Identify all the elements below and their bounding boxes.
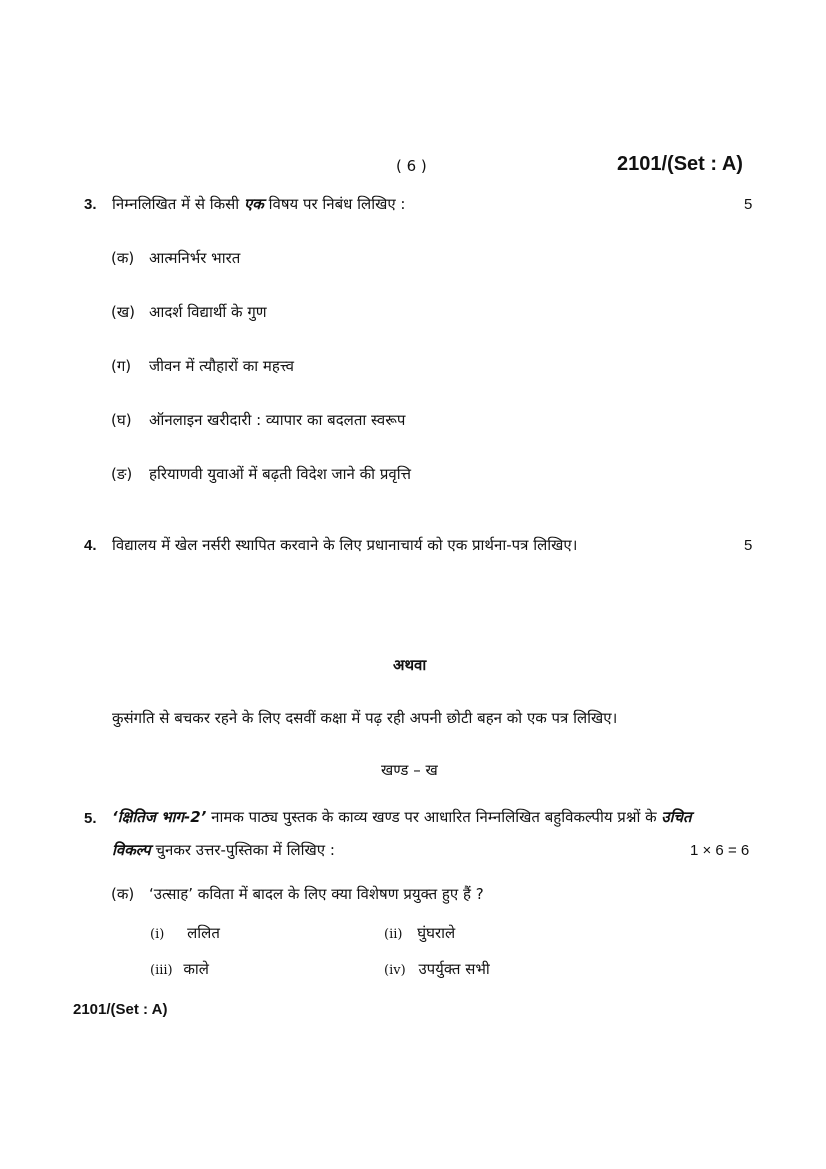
q3-option-label: (घ)	[111, 411, 132, 429]
q3-option	[111, 410, 405, 430]
q3-option	[111, 302, 267, 322]
q5-choice-text: ललित	[187, 924, 220, 942]
q3-option-text: आत्मनिर्भर भारत	[149, 249, 241, 267]
q3-number: 3.	[84, 196, 97, 213]
q5-marks: 1 × 6 = 6	[690, 842, 750, 859]
q3-option-label: (ख)	[111, 303, 135, 321]
q5-choice-text: काले	[183, 960, 209, 978]
q3-option-text: ऑनलाइन खरीदारी : व्यापार का बदलता स्वरूप	[149, 411, 406, 429]
q5-line1	[112, 807, 692, 827]
q5-line2	[112, 840, 335, 860]
q3-option	[111, 356, 294, 376]
q3-text-emph: एक	[243, 195, 264, 213]
q3-text-after: विषय पर निबंध लिखिए :	[268, 195, 406, 213]
q5-choice	[150, 923, 220, 943]
q5-emph-1: उचित	[661, 808, 692, 826]
q5-subquestion	[111, 884, 484, 904]
q5-text-mid: नामक पाठ्य पुस्तक के काव्य खण्ड पर आधारित निम्नलिखित बहुविकल्पीय प्रश्नों के	[211, 808, 657, 826]
q5-choice-text: उपर्युक्त सभी	[418, 960, 490, 978]
q3-text-before: निम्नलिखित में से किसी	[112, 195, 240, 213]
q5-sub-label: (क)	[111, 885, 135, 903]
q4-text: विद्यालय में खेल नर्सरी स्थापित करवाने के लिए प्रधानाचार्य को एक प्रार्थना-पत्र लिखिए।	[112, 536, 578, 554]
q3-option	[111, 248, 240, 268]
q4-number: 4.	[84, 537, 97, 554]
q3-option-text: जीवन में त्यौहारों का महत्त्व	[149, 357, 294, 375]
q5-emph-2: विकल्प	[112, 841, 151, 859]
q5-choice	[384, 959, 490, 979]
q5-choice	[150, 959, 209, 979]
q4-marks: 5	[744, 537, 753, 554]
q3-text	[112, 194, 405, 214]
q5-choice-num: (iv)	[384, 963, 406, 978]
q5-number: 5.	[84, 810, 97, 827]
q3-option-text: आदर्श विद्यार्थी के गुण	[149, 303, 267, 321]
q3-option	[111, 464, 411, 484]
q5-sub-question: ‘उत्साह’ कविता में बादल के लिए क्या विशेषण प्रयुक्त हुए हैं ?	[149, 885, 484, 903]
section-title: खण्ड – ख	[381, 761, 438, 779]
q3-option-text: हरियाणवी युवाओं में बढ़ती विदेश जाने की प्रवृत्ति	[149, 465, 411, 483]
q3-marks: 5	[744, 196, 753, 213]
paper-code-header: 2101/(Set : A)	[617, 153, 743, 175]
q5-book-title: ‘क्षितिज भाग-2’	[112, 808, 207, 826]
q5-choice-num: (iii)	[150, 963, 173, 978]
q5-choice-num: (ii)	[384, 927, 403, 942]
q3-option-label: (क)	[111, 249, 135, 267]
q5-choice	[384, 923, 455, 943]
page-number: ( 6 )	[396, 157, 427, 175]
or-label: अथवा	[393, 656, 427, 674]
q3-option-label: (ङ)	[111, 465, 133, 483]
q5-text-end: चुनकर उत्तर-पुस्तिका में लिखिए :	[155, 841, 335, 859]
q5-choice-num: (i)	[150, 927, 165, 942]
paper-code-footer: 2101/(Set : A)	[73, 1001, 168, 1018]
q5-choice-text: घुंघराले	[417, 924, 456, 942]
q3-option-label: (ग)	[111, 357, 132, 375]
q4-alt-text: कुसंगति से बचकर रहने के लिए दसवीं कक्षा में पढ़ रही अपनी छोटी बहन को एक पत्र लिखिए।	[112, 709, 618, 727]
